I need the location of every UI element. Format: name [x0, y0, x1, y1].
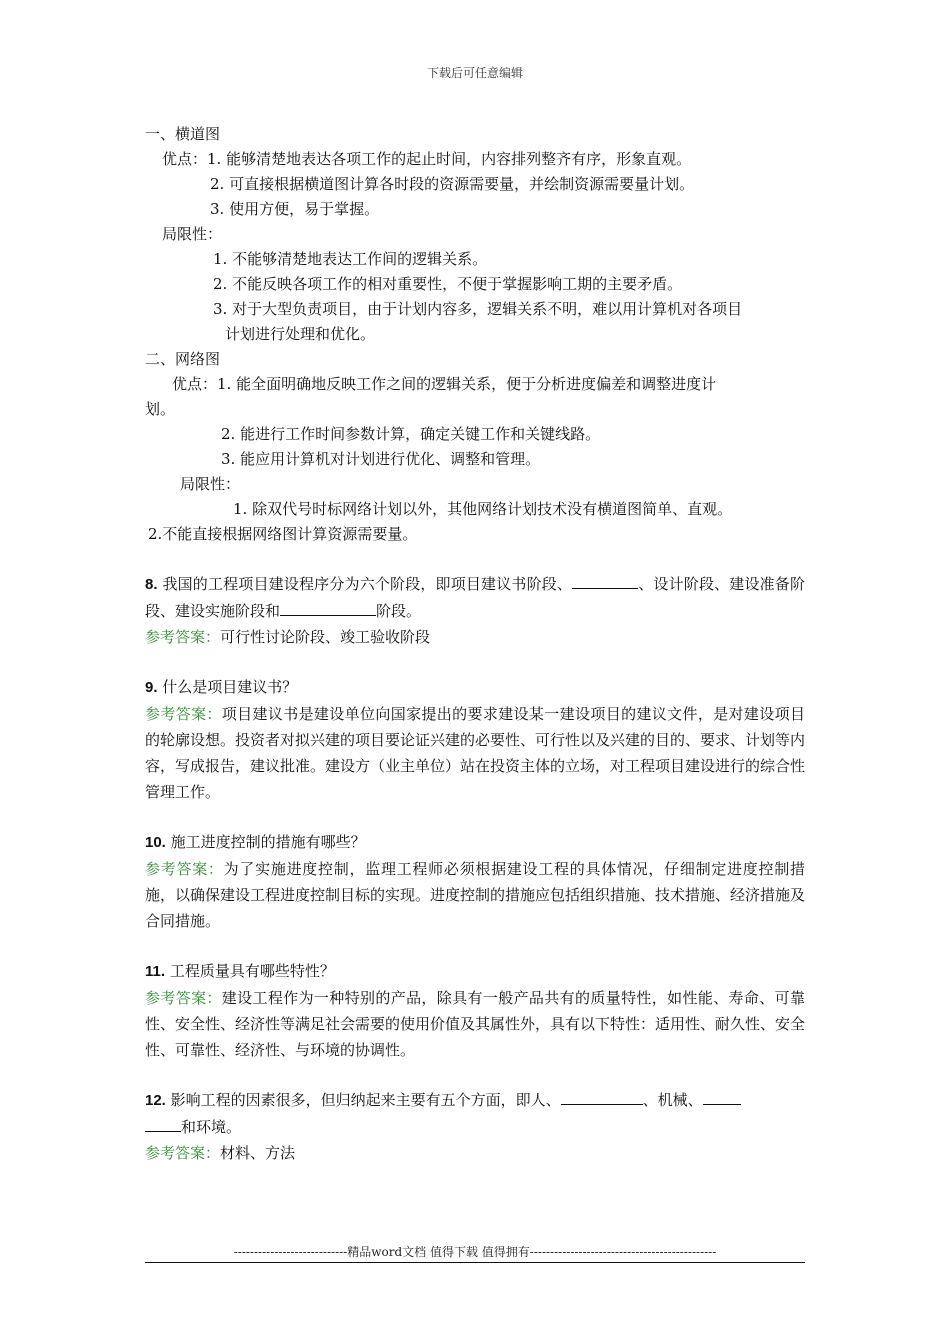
question-9: 9. 什么是项目建议书？ [145, 678, 298, 696]
question-11: 11. 工程质量具有哪些特性？ [145, 962, 335, 980]
answer-blank [280, 600, 376, 616]
gantt-limitation-label: 局限性： [162, 225, 223, 243]
network-advantage-1: 优点：1. 能全面明确地反映工作之间的逻辑关系，便于分析进度偏差和调整进度计 [172, 375, 717, 393]
network-advantage-2: 2. 能进行工作时间参数计算，确定关键工作和关键线路。 [221, 425, 601, 443]
advantage-label: 优点： [162, 150, 208, 168]
page-footer: ----------------------------精品word文档 值得下载 值得拥有---------------------------------------------- [233, 1245, 717, 1259]
gantt-advantage-1: 优点：1. 能够清楚地表达各项工作的起止时间，内容排列整齐有序，形象直观。 [162, 150, 692, 168]
question-12: 12. 影响工程的因素很多，但归纳起来主要有五个方面，即人、 、机械、 和环境。 [145, 1087, 805, 1140]
network-advantage-3: 3. 能应用计算机对计划进行优化、调整和管理。 [221, 450, 541, 468]
question-10: 10. 施工进度控制的措施有哪些？ [145, 833, 366, 851]
answer-blank [145, 1116, 181, 1132]
answer-blank [561, 1089, 643, 1105]
answer-blank [703, 1089, 741, 1105]
gantt-advantage-2: 2. 可直接根据横道图计算各时段的资源需要量，并绘制资源需要量计划。 [210, 175, 695, 193]
gantt-limitation-3-cont: 计划进行处理和优化。 [225, 325, 376, 343]
gantt-limitation-3: 3. 对于大型负责项目，由于计划内容多，逻辑关系不明，难以用计算机对各项目 [213, 300, 743, 318]
section-title-gantt: 一、横道图 [145, 125, 221, 143]
gantt-limitation-1: 1. 不能够清楚地表达工作间的逻辑关系。 [213, 250, 488, 268]
network-advantage-1-cont: 划。 [145, 400, 176, 418]
answer-12: 参考答案：材料、方法 [145, 1144, 296, 1162]
answer-blank [572, 573, 638, 589]
network-limitation-2: 2.不能直接根据网络图计算资源需要量。 [148, 525, 418, 543]
answer-9: 参考答案：项目建议书是建设单位向国家提出的要求建设某一建设项目的建议文件，是对建设项目的轮廓设想。投资者对拟兴建的项目要论证兴建的必要性、可行性以及兴建的目的、要求、计划等内容，写成报告，建议批准。建设方（业主单位）站在投资主体的立场，对工程项目建设进行的综合性管理工作。 [145, 705, 806, 801]
section-title-network: 二、网络图 [145, 350, 221, 368]
document-body [145, 122, 805, 1166]
answer-10: 参考答案：为了实施进度控制，监理工程师必须根据建设工程的具体情况，仔细制定进度控制措施，以确保建设工程进度控制目标的实现。进度控制的措施应包括组织措施、技术措施、经济措施及合同措施。 [145, 860, 806, 930]
gantt-limitation-2: 2. 不能反映各项工作的相对重要性，不便于掌握影响工期的主要矛盾。 [213, 275, 683, 293]
gantt-advantage-3: 3. 使用方便，易于掌握。 [210, 200, 380, 218]
page-header: 下载后可任意编辑 [426, 66, 523, 80]
network-limitation-label: 局限性： [180, 475, 241, 493]
answer-8: 参考答案：可行性讨论阶段、竣工验收阶段 [145, 628, 431, 646]
answer-11: 参考答案：建设工程作为一种特别的产品，除具有一般产品共有的质量特性，如性能、寿命、可靠性、安全性、经济性等满足社会需要的使用价值及其属性外，具有以下特性：适用性、耐久性、安全性、可靠性、经济性、与环境的协调性。 [145, 989, 806, 1059]
question-8: 8. 我国的工程项目建设程序分为六个阶段，即项目建议书阶段、 、设计阶段、建设准备阶段、建设实施阶段和 阶段。 [145, 575, 805, 620]
network-limitation-1: 1. 除双代号时标网络计划以外，其他网络计划技术没有横道图简单、直观。 [233, 500, 733, 518]
footer-divider [145, 1262, 805, 1263]
